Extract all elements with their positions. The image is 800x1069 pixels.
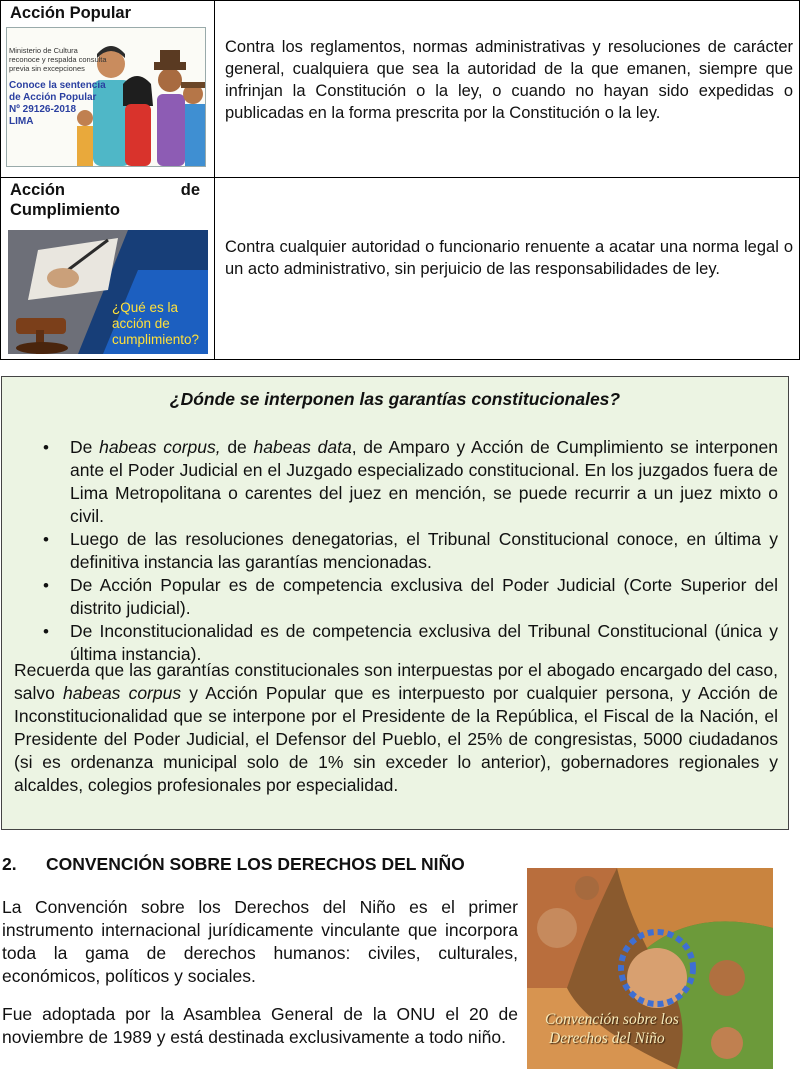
section-paragraph: La Convención sobre los Derechos del Niño es el primer instrumento internacional jurídicamente vinculante que incorpora toda la gama de derechos humanos: civiles, culturales, económicos, políticos y sociales. [2,897,518,986]
bullet-list [2,436,778,666]
caption-line: Convención sobre los [545,1011,679,1028]
section-heading [2,853,465,875]
poster-big-line: Nº 29126-2018 [9,104,77,115]
table-cell-title [0,177,215,360]
poster-small-text [9,46,107,73]
caption-line: Derechos del Niño [549,1030,665,1047]
poster-big-line: Conoce la sentencia [9,80,106,91]
italic-term: habeas data [253,437,352,457]
row-title: Acción Popular [10,4,132,22]
table-row-accion-popular [0,0,800,178]
row-description: Contra los reglamentos, normas administrativas y resoluciones de carácter general, cualquiera que sea la autoridad de la que emanen, siempre que infrinjan la Constitución o la ley, o cuando no hayan sido expedidas o publicadas en la forma prescrita por la Constitución o la ley. [225,38,793,122]
text-run: Recuerda que las garantías constitucionales son interpuestas por el abogado encargado del caso, salvo [14,660,778,703]
bullet-item: • Luego de las resoluciones denegatorias, el Tribunal Constitucional conoce, en última y definitiva instancia las garantías mencionadas. [2,528,778,574]
accion-popular-poster-image [6,27,206,167]
poster-big-text [9,80,106,128]
image-text-line: acción de [112,316,170,331]
recuerda-paragraph [14,659,778,797]
poster-line: reconoce y respalda consulta [9,55,107,64]
bullet-item: • De Acción Popular es de competencia exclusiva del Poder Judicial (Corte Superior del distrito judicial). [2,574,778,620]
section-number: 2. [2,854,17,874]
table-cell-title [0,0,215,178]
text-run: , de Amparo y Acción de Cumplimiento se interponen ante el Poder Judicial en el Juzgado especializado constitucional. En los juzgados fuera de Lima Metropolitana o carentes del juez en mención, se puede recurrir a un juez mixto o civil. [70,437,778,526]
bullet-item: • De Inconstitucionalidad es de competencia exclusiva del Tribunal Constitucional (única y última instancia). [2,620,778,666]
image-question-text [112,300,199,348]
poster-line: previa sin excepciones [9,64,85,73]
image-text-line: cumplimiento? [112,332,200,347]
row-title-text: Acción de Cumplimiento [10,181,200,219]
table-cell-description [214,0,800,178]
row-description: Contra cualquier autoridad o funcionario renuente a acatar una norma legal o un acto administrativo, sin perjuicio de las responsabilidades de ley. [225,238,793,278]
section-paragraph: Fue adoptada por la Asamblea General de la ONU el 20 de noviembre de 1989 y está destinada exclusivamente a todo niño. [2,1004,518,1047]
text-run: de [220,437,254,457]
accion-cumplimiento-image [8,230,208,354]
info-box-title: ¿Dónde se interponen las garantías constitucionales? [169,389,621,409]
image-text-line: ¿Qué es la [112,300,179,315]
collage-caption [545,1010,679,1048]
bullet-item [2,436,778,528]
table-row-accion-cumplimiento [0,177,800,360]
section-title: CONVENCIÓN SOBRE LOS DERECHOS DEL NIÑO [46,854,465,874]
row-title [1,178,208,220]
italic-term: habeas corpus, [99,437,221,457]
table-cell-description [214,177,800,360]
text-run: De [70,437,100,457]
garantias-table [0,0,800,360]
italic-term: habeas corpus [63,683,182,703]
convencion-collage-image [527,868,773,1069]
poster-line: Ministerio de Cultura [9,46,78,55]
poster-big-line: LIMA [9,116,34,127]
poster-big-line: de Acción Popular [9,92,97,103]
text-run: y Acción Popular que es interpuesto por cualquier persona, y Acción de Inconstitucionalidad que se interpone por el Presidente de la República, el Fiscal de la Nación, el Presidente del Poder Judicial, el Defensor del Pueblo, el 25% de congresistas, 5000 ciudadanos (si es ordenanza municipal solo de 1% sin exceder lo anterior), gobernadores regionales y alcaldes, colegios profesionales por especialidad. [14,683,778,795]
garantias-info-box [1,376,789,830]
